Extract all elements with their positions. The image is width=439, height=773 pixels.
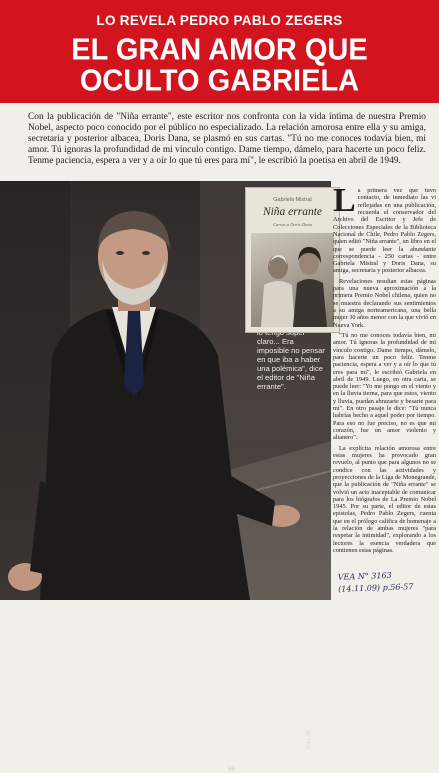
article-body [333,182,436,557]
book-author: Gabriela Mistral [273,197,312,203]
article-lead: Con la publicación de "Niña errante", este escritor nos confronta con la vida íntima de nuestra Premio Nobel, aspecto poco conocido por el público no especializado. La relación amorosa entre ella y su amiga, secretaria y posterior albacea, Doris Dana, se plasmó en sus cartas. "Tú no me conoces todavía bien, mi amor. Tú ignoras la profundidad de mi vínculo contigo. Dame tiempo, dámelo, para hacerte un poco feliz. Tenme paciencia, espera a ver y a oír lo que tú eres para mí", le escribió la poetisa en abril de 1949. [28,112,426,167]
book-cover-photo [251,233,334,327]
article-header [0,0,439,103]
handwritten-annotation [338,568,439,595]
article-paragraph: Revelaciones resultan estas páginas para una nueva aproximación a la primera Premio Nobel chilena, quien no se muestra declarando sus sentimientos a su amiga norteamericana, una bella mujer 30 años menor con la que vivió en Nueva York. [333,277,436,329]
page-number: 58 [228,767,235,773]
article-paragraph: "Tú no me conoces todavía bien, mi amor. Tú ignoras la profundidad de mi vínculo contigo. Dame tiempo, dámelo, para hacerte un poco feliz. Tenme paciencia, espera a ver y a oír lo que tú eres para mí", le escribió Gabriela en abril de 1949. Luego, en otra carta, se puede leer: "Yo me pongo en el viento y en la lluvia tierna, para que estos, viento y lluvia, puedan abrazarte y besarte para mí". En otro pasaje le dice: "Tú nunca habrías hecho a aquel poder por tiempo. Para eso no fue preciso, no es que mi corazón, fue un amor violento y altanero". [333,331,436,442]
annotation-line-1: VEA N° 3163 [337,570,392,582]
photo-caption: claro... Era imposible no pensar en que iba a haber una polémica", dice el editor de "Niña errante". [257,337,325,391]
book-cover-illustration [251,233,334,327]
article-title-line-2: OCULTO GABRIELA [79,64,360,98]
article-kicker: LO REVELA PEDRO PABLO ZEGERS [96,13,343,28]
annotation-line-2: (14.11.09) p.56-57 [338,582,414,594]
article-paragraph: La explícita relación amorosa entre estas mujeres ha provocado gran revuelo, al punto que para algunos no se condice con las actividades y proyecciones de la Liga de Monegrande, que la publicación de "Niña errante" se volvió un acto inaceptable de comunicar para los biógrafos de La Premio Nobel 1945. Por su parte, el editor de estas epístolas, Pedro Pablo Zegers, cuenta que en el prólogo califica de homenaje a la relación de ambas mujeres "para respetar la intimidad", explorando a los lectores la esencia verdadera que contienen estas páginas. [333,444,436,554]
article-paragraph: La primera vez que tuvo contacto, de inmediato las vi reflejadas en una publicación, recuerda el conservador del Archivo del Escritor y Jefe de Colecciones Especiales de la Biblioteca Nacional de Chile, Pedro Pablo Zegers, quien editó "Niña errante", un libro en el que se puede leer la abundante correspondencia - 250 cartas - entre Gabriela Mistral y Doris Dana, su amiga, secretaria y posterior albacea. [333,182,436,275]
book-title: Niña errante [262,206,323,218]
book-subtitle: Cartas a Doris Dana [273,222,312,227]
book-cover [245,187,340,333]
article-title-line-1: EL GRAN AMOR QUE [71,33,368,67]
photo-credit: Foto: VE [306,729,312,749]
drop-cap: L [333,182,356,219]
